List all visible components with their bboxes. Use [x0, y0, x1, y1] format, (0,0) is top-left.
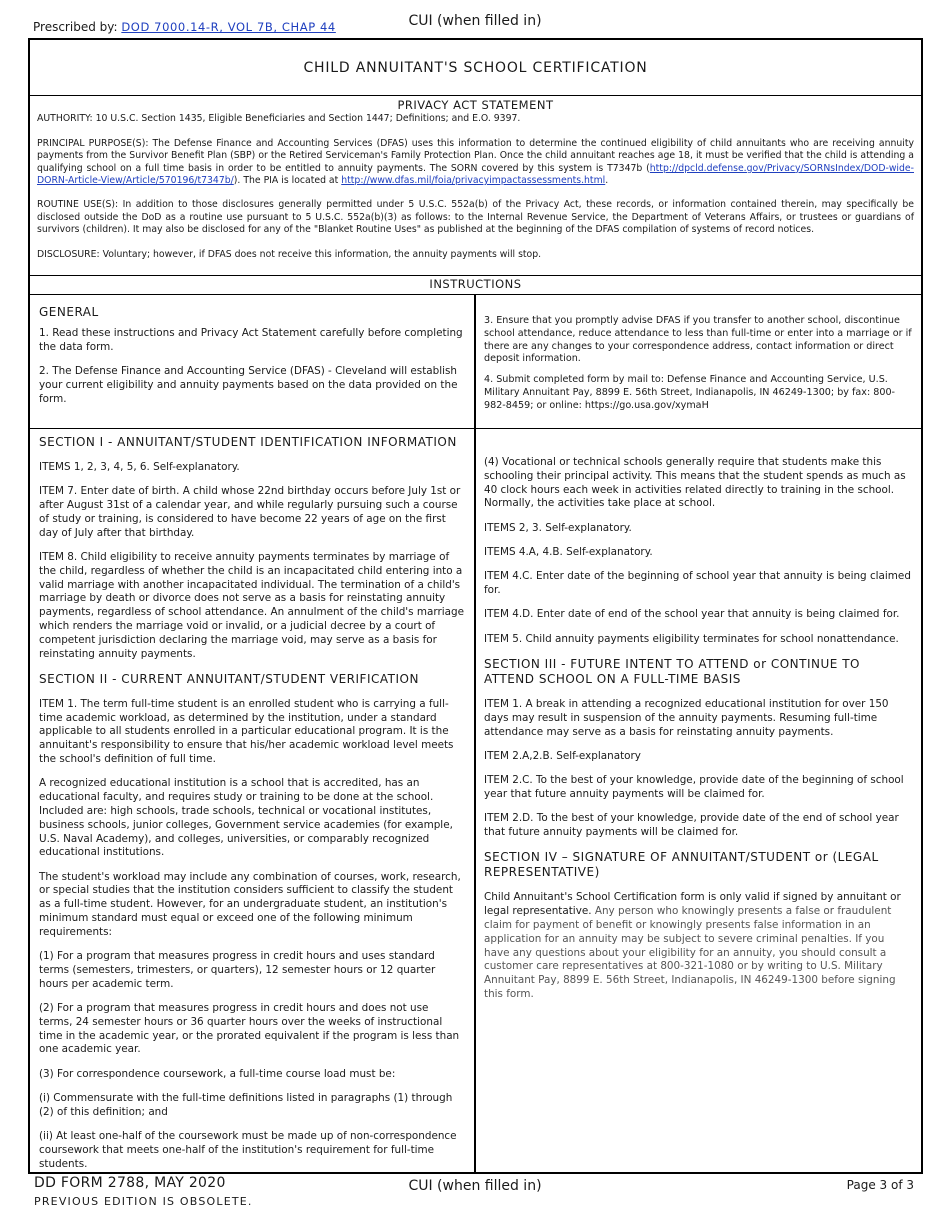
s1-items-1-6: ITEMS 1, 2, 3, 4, 5, 6. Self-explanatory.	[39, 461, 240, 473]
general-item-4: 4. Submit completed form by mail to: Defense Finance and Accounting Service, U.S. Military Annuitant Pay, 8899 E. 56th Street, Indianapolis, IN 46249-1300; by fax: 800-982-8459; or online: https://go.usa.gov/xymaH	[484, 374, 896, 411]
s4-text	[484, 891, 913, 1001]
purpose-text: PRINCIPAL PURPOSE(S): The Defense Finance and Accounting Services (DFAS) uses this information to determine the continued eligibility of child annuitants who are receiving annuity payments from the Survivor Benefit Plan (SBP) or the Retired Serviceman's Family Protection Plan. Once the child annuitant reaches age 18, it must be verified that the child is attending a qualifying school on a full time basis in order to be entitled to annuity payments. The SORN covered by this system is T7347b (	[37, 137, 914, 174]
s2-item-5: ITEM 5. Child annuity payments eligibility terminates for school nonattendance.	[484, 632, 899, 645]
privacy-authority: AUTHORITY: 10 U.S.C. Section 1435, Eligible Beneficiaries and Section 1447; Definitions; and E.O. 9397.	[37, 113, 521, 125]
s2-requirement-4: (4) Vocational or technical schools generally require that students make this schooling their principal activity. This means that the student spends as much as 40 clock hours each week in activities related directly to training in the school. Normally, the activities take place at school.	[484, 456, 906, 510]
form-title: CHILD ANNUITANT'S SCHOOL CERTIFICATION	[30, 40, 921, 96]
sections-left-column	[30, 429, 476, 1172]
purpose-end: .	[605, 175, 609, 187]
form-number: DD FORM 2788, MAY 2020	[34, 1175, 226, 1191]
page-number: Page 3 of 3	[846, 1178, 914, 1192]
general-item-1: 1. Read these instructions and Privacy Act Statement carefully before completing the data form.	[39, 327, 463, 353]
section-1-heading: SECTION I - ANNUITANT/STUDENT IDENTIFICATION INFORMATION	[39, 435, 457, 449]
prescribed-link[interactable]: DOD 7000.14-R, VOL 7B, CHAP 44	[121, 20, 336, 34]
sorn-link[interactable]: http://dpcld.defense.gov/Privacy/SORNsIndex/DOD-wide-DORN-Article-View/Article/570196/t7347b/	[37, 162, 914, 187]
s3-item-1: ITEM 1. A break in attending a recognized educational institution for over 150 days may result in suspension of the annuity payments. Resuming full-time attendance may serve as a basis for reinstating annuity payments.	[484, 697, 889, 738]
privacy-routine-use: ROUTINE USE(S): In addition to those disclosures generally permitted under 5 U.S.C. 552a(b) of the Privacy Act, these records, or information contained therein, may specifically be disclosed outside the DoD as a routine use pursuant to 5 U.S.C. 552a(b)(3) as follows: to the Internal Revenue Service, the Department of Veterans Affairs, or trustees or guardians of survivors (children). It may also be disclosed for any of the "Blanket Routine Uses" as published at the beginning of the DFAS compilation of systems of record notices.	[37, 199, 914, 236]
general-item-3: 3. Ensure that you promptly advise DFAS if you transfer to another school, discontinue school attendance, reduce attendance to less than full-time or enter into a marriage or if there are any changes to your correspondence address, contact information or direct deposit information.	[484, 315, 912, 365]
cui-header: CUI (when filled in)	[408, 13, 542, 29]
prescribed-label: Prescribed by:	[33, 20, 118, 34]
privacy-disclosure: DISCLOSURE: Voluntary; however, if DFAS does not receive this information, the annuity payments will stop.	[37, 248, 542, 260]
s2-item-4d: ITEM 4.D. Enter date of end of the school year that annuity is being claimed for.	[484, 608, 900, 621]
s1-item-7: ITEM 7. Enter date of birth. A child whose 22nd birthday occurs before July 1st or after August 31st of a calendar year, and while regularly pursuing such a course of study or training, is considered to have become 22 years of age on the first day of July after that birthday.	[39, 485, 461, 539]
s2-requirement-1: (1) For a program that measures progress in credit hours and uses standard terms (semesters, trimesters, or quarters), 12 semester hours or 12 quarter hours per academic term.	[39, 950, 436, 990]
section-2-heading: SECTION II - CURRENT ANNUITANT/STUDENT VERIFICATION	[39, 671, 419, 686]
section-4-heading: SECTION IV – SIGNATURE OF ANNUITANT/STUDENT or (LEGAL REPRESENTATIVE)	[484, 850, 879, 880]
general-row	[30, 295, 921, 429]
cui-footer: CUI (when filled in)	[408, 1178, 542, 1194]
s2-requirement-2: (2) For a program that measures progress in credit hours and does not use terms, 24 semester hours or 36 quarter hours over the weeks of instructional time in the academic year, or the prorated equivalent if the program is less than one academic year.	[39, 1002, 460, 1056]
purpose-mid: ). The PIA is located at	[233, 175, 342, 187]
s3-item-2d: ITEM 2.D. To the best of your knowledge, provide date of the end of school year that future annuity payments will be claimed for.	[484, 812, 899, 839]
form-frame	[28, 38, 923, 1174]
sections-row	[30, 429, 921, 1172]
s2-item-4c: ITEM 4.C. Enter date of the beginning of school year that annuity is being claimed for.	[484, 570, 911, 597]
previous-edition-note: PREVIOUS EDITION IS OBSOLETE.	[34, 1195, 253, 1208]
s2-requirement-3-ii: (ii) At least one-half of the coursework must be made up of non-correspondence coursework that meets one-half of the institution's requirement for full-time students.	[39, 1130, 457, 1170]
s4-text-penalties: Any person who knowingly presents a false or fraudulent claim for payment of benefit or knowingly presents false information in an application for an annuity may be subject to severe criminal penalties. If you have any questions about your eligibility for an annuity, you should consult a customer care representatives at 800-321-1080 or by writing to U.S. Military Annuitant Pay, 8899 E. 56th Street, Indianapolis, IN 46249-1300 before signing this form.	[484, 905, 896, 1000]
general-right-column	[476, 295, 921, 428]
general-heading: GENERAL	[39, 305, 99, 319]
s4-text-valid: Child Annuitant's School Certification form is only valid if signed by annuitant or legal representative.	[484, 891, 901, 918]
s2-requirement-3: (3) For correspondence coursework, a full-time course load must be:	[39, 1067, 396, 1080]
instructions-heading: INSTRUCTIONS	[30, 276, 921, 295]
s3-item-2c: ITEM 2.C. To the best of your knowledge, provide date of the beginning of school year that future annuity payments will be claimed for.	[484, 774, 904, 800]
privacy-purpose	[37, 138, 914, 188]
general-left-column	[30, 295, 476, 428]
s2-requirement-3-i: (i) Commensurate with the full-time definitions listed in paragraphs (1) through (2) of this definition; and	[39, 1091, 453, 1118]
section-3-heading: SECTION III - FUTURE INTENT TO ATTEND or CONTINUE TO ATTEND SCHOOL ON A FULL-TIME BASIS	[484, 656, 860, 686]
s2-item-1: ITEM 1. The term full-time student is an enrolled student who is carrying a full-time academic workload, as determined by the institution, under a standard applicable to all students enrolled in a particular educational program. It is the annuitant's responsibility to ensure that his/her academic workload level meets the school's definition of full time.	[39, 697, 454, 766]
s2-items-2-3: ITEMS 2, 3. Self-explanatory.	[484, 521, 632, 534]
privacy-act-statement	[30, 96, 921, 276]
s2-workload: The student's workload may include any combination of courses, work, research, or special studies that the institution considers sufficient to classify the student as a full-time student. However, for an undergraduate student, an institution's minimum standard must equal or exceed one of the following minimum requirements:	[39, 870, 461, 938]
privacy-heading: PRIVACY ACT STATEMENT	[397, 98, 554, 112]
pia-link[interactable]: http://www.dfas.mil/foia/privacyimpactassessments.html	[341, 175, 606, 187]
s1-item-8: ITEM 8. Child eligibility to receive annuity payments terminates by marriage of the child, regardless of whether the child is an incapacitated child entering into a valid marriage with another incapacitated individual. The termination of a child's marriage by death or divorce does not serve as a basis for reinstating annuity payments, regardless of school attendance. An annulment of the child's marriage which renders the marriage void or invalid, or a judicial decree by a court of competent jurisdiction declaring the marriage void, may serve as a basis for reinstating annuity payments.	[39, 550, 464, 660]
sections-right-column	[476, 429, 921, 1172]
s2-recognized-institution: A recognized educational institution is a school that is accredited, has an educational faculty, and requires study or training to be done at the school. Included are: high schools, trade schools, technical or vocational institutes, business schools, junior colleges, Government service academies (for example, U.S. Naval Academy), and colleges, universities, or comparably recognized educational institutions.	[39, 777, 453, 859]
general-item-2: 2. The Defense Finance and Accounting Service (DFAS) - Cleveland will establish your current eligibility and annuity payments based on the data provided on the form.	[39, 365, 458, 405]
s3-item-2ab: ITEM 2.A,2.B. Self-explanatory	[484, 749, 641, 762]
s2-items-4ab: ITEMS 4.A, 4.B. Self-explanatory.	[484, 545, 653, 558]
